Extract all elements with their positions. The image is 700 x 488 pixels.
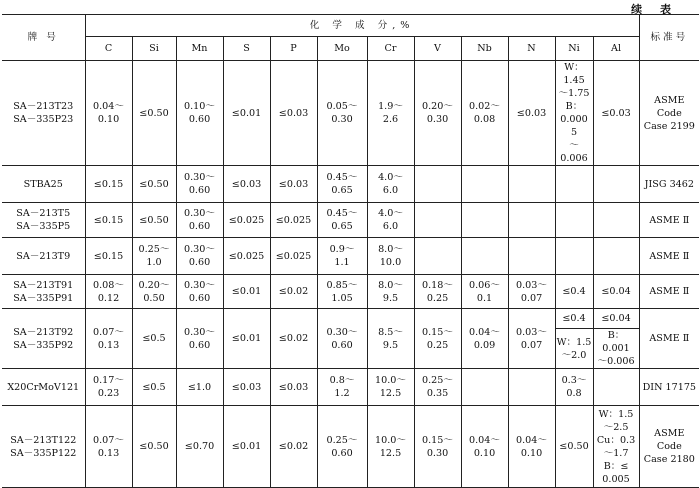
- table-row: [2, 369, 699, 406]
- standard-cell: ASME Ⅱ: [639, 238, 699, 275]
- value-cell-cr: 8.5～ 9.5: [367, 309, 414, 369]
- value-cell-p: ≤0.03: [270, 369, 317, 406]
- value-cell-cr: 8.0～ 9.5: [367, 275, 414, 309]
- value-cell-p: ≤0.02: [270, 406, 317, 488]
- standard-cell: ASME Code Case 2180: [639, 406, 699, 488]
- element-header-mo: Mo: [317, 37, 367, 61]
- table-row: [2, 203, 699, 238]
- element-header-c: C: [85, 37, 132, 61]
- value-cell-n: [508, 238, 555, 275]
- value-cell-cr: 8.0～ 10.0: [367, 238, 414, 275]
- value-cell-si: 0.25～ 1.0: [132, 238, 176, 275]
- value-cell-c: ≤0.15: [85, 203, 132, 238]
- grade-cell: SA－213T92 SA－335P92: [2, 309, 85, 369]
- value-cell-s: ≤0.025: [223, 238, 270, 275]
- value-cell-mn: ≤0.70: [176, 406, 223, 488]
- value-cell-mo: 0.9～ 1.1: [317, 238, 367, 275]
- value-cell-ni: 0.3～ 0.8: [555, 369, 593, 406]
- value-cell-cr: 1.9～ 2.6: [367, 61, 414, 166]
- composition-header: 化 学 成 分,%: [85, 15, 639, 37]
- value-cell-p: ≤0.025: [270, 203, 317, 238]
- table-row: [2, 61, 699, 166]
- value-cell-nb: [461, 203, 508, 238]
- value-cell-v: [414, 238, 461, 275]
- value-cell-mo: 0.8～ 1.2: [317, 369, 367, 406]
- grade-header: 牌 号: [2, 15, 85, 61]
- value-cell-v: 0.18～ 0.25: [414, 275, 461, 309]
- element-header-si: Si: [132, 37, 176, 61]
- value-cell-v: 0.20～ 0.30: [414, 61, 461, 166]
- element-header-ni: Ni: [555, 37, 593, 61]
- value-cell-mn: 0.30～ 0.60: [176, 203, 223, 238]
- value-cell-nb: 0.06～ 0.1: [461, 275, 508, 309]
- value-cell-cr: 4.0～ 6.0: [367, 166, 414, 203]
- value-cell-s: ≤0.01: [223, 309, 270, 369]
- value-cell-al: ≤0.03: [593, 61, 639, 166]
- value-cell-v: [414, 166, 461, 203]
- value-cell-n: 0.03～ 0.07: [508, 275, 555, 309]
- table-row: [2, 309, 699, 329]
- value-cell-n: ≤0.03: [508, 61, 555, 166]
- standard-cell: ASME Ⅱ: [639, 309, 699, 369]
- value-cell-n: 0.04～ 0.10: [508, 406, 555, 488]
- value-cell-n: 0.03～ 0.07: [508, 309, 555, 369]
- value-cell-p: ≤0.02: [270, 309, 317, 369]
- value-cell-c: 0.07～ 0.13: [85, 309, 132, 369]
- value-cell-mn: 0.30～ 0.60: [176, 275, 223, 309]
- value-cell-al: [593, 203, 639, 238]
- value-cell-mo: 0.85～ 1.05: [317, 275, 367, 309]
- value-cell-c: 0.08～ 0.12: [85, 275, 132, 309]
- value-cell-mn: ≤1.0: [176, 369, 223, 406]
- grade-cell: SA－213T122 SA－335P122: [2, 406, 85, 488]
- standard-cell: ASME Ⅱ: [639, 275, 699, 309]
- value-cell-n: [508, 369, 555, 406]
- value-cell-si: 0.20～ 0.50: [132, 275, 176, 309]
- element-header-nb: Nb: [461, 37, 508, 61]
- grade-cell: SA－213T91 SA－335P91: [2, 275, 85, 309]
- value-cell-n: [508, 166, 555, 203]
- value-cell-p: ≤0.025: [270, 238, 317, 275]
- value-cell-mo: 0.45～ 0.65: [317, 203, 367, 238]
- value-cell-cr: 10.0～ 12.5: [367, 406, 414, 488]
- grade-cell: SA－213T9: [2, 238, 85, 275]
- value-cell-nb: [461, 166, 508, 203]
- value-cell-al: [593, 166, 639, 203]
- value-cell-p: ≤0.03: [270, 61, 317, 166]
- grade-cell: STBA25: [2, 166, 85, 203]
- element-header-mn: Mn: [176, 37, 223, 61]
- value-cell-w: W：1.5 ～2.0: [555, 329, 593, 369]
- table-row: [2, 275, 699, 309]
- value-cell-mn: 0.30～ 0.60: [176, 309, 223, 369]
- standard-cell: JISG 3462: [639, 166, 699, 203]
- value-cell-mn: 0.10～ 0.60: [176, 61, 223, 166]
- value-cell-mo: 0.45～ 0.65: [317, 166, 367, 203]
- grade-cell: X20CrMoV121: [2, 369, 85, 406]
- value-cell-al: W：1.5 ～2.5 Cu：0.3 ～1.7 B：≤ 0.005: [593, 406, 639, 488]
- value-cell-al: ≤0.04: [593, 309, 639, 329]
- standard-cell: ASME Ⅱ: [639, 203, 699, 238]
- value-cell-ni: ≤0.50: [555, 406, 593, 488]
- value-cell-ni: ≤0.4: [555, 309, 593, 329]
- value-cell-si: ≤0.50: [132, 61, 176, 166]
- value-cell-cr: 4.0～ 6.0: [367, 203, 414, 238]
- value-cell-ni: [555, 238, 593, 275]
- value-cell-mo: 0.25～ 0.60: [317, 406, 367, 488]
- standard-header: 标准号: [639, 15, 699, 61]
- value-cell-si: ≤0.5: [132, 369, 176, 406]
- value-cell-si: ≤0.50: [132, 166, 176, 203]
- value-cell-mn: 0.30～ 0.60: [176, 166, 223, 203]
- value-cell-si: ≤0.5: [132, 309, 176, 369]
- value-cell-v: [414, 203, 461, 238]
- table-row: [2, 166, 699, 203]
- value-cell-p: ≤0.02: [270, 275, 317, 309]
- value-cell-nb: [461, 238, 508, 275]
- value-cell-cr: 10.0～ 12.5: [367, 369, 414, 406]
- value-cell-al: [593, 369, 639, 406]
- value-cell-nb: 0.04～ 0.10: [461, 406, 508, 488]
- value-cell-si: ≤0.50: [132, 406, 176, 488]
- value-cell-v: 0.15～ 0.30: [414, 406, 461, 488]
- element-header-v: V: [414, 37, 461, 61]
- element-header-p: P: [270, 37, 317, 61]
- value-cell-c: ≤0.15: [85, 238, 132, 275]
- table-row: [2, 238, 699, 275]
- grade-cell: SA－213T5 SA－335P5: [2, 203, 85, 238]
- value-cell-si: ≤0.50: [132, 203, 176, 238]
- element-header-s: S: [223, 37, 270, 61]
- value-cell-ni: [555, 166, 593, 203]
- value-cell-b: B：0.001 ～0.006: [593, 329, 639, 369]
- value-cell-ni: W：1.45 ～1.75 B： 0.000 5 ～0.006: [555, 61, 593, 166]
- value-cell-ni: [555, 203, 593, 238]
- composition-table: [2, 14, 699, 488]
- value-cell-s: ≤0.01: [223, 61, 270, 166]
- table-row: [2, 406, 699, 488]
- value-cell-c: ≤0.15: [85, 166, 132, 203]
- element-header-al: Al: [593, 37, 639, 61]
- value-cell-v: 0.25～ 0.35: [414, 369, 461, 406]
- value-cell-c: 0.17～ 0.23: [85, 369, 132, 406]
- value-cell-c: 0.07～ 0.13: [85, 406, 132, 488]
- value-cell-mo: 0.05～ 0.30: [317, 61, 367, 166]
- value-cell-ni: ≤0.4: [555, 275, 593, 309]
- value-cell-s: ≤0.01: [223, 275, 270, 309]
- value-cell-s: ≤0.03: [223, 369, 270, 406]
- value-cell-s: ≤0.01: [223, 406, 270, 488]
- continued-label: 续 表: [631, 3, 678, 16]
- value-cell-mo: 0.30～ 0.60: [317, 309, 367, 369]
- value-cell-al: ≤0.04: [593, 275, 639, 309]
- value-cell-nb: 0.02～ 0.08: [461, 61, 508, 166]
- standard-cell: ASME Code Case 2199: [639, 61, 699, 166]
- value-cell-mn: 0.30～ 0.60: [176, 238, 223, 275]
- value-cell-c: 0.04～ 0.10: [85, 61, 132, 166]
- value-cell-s: ≤0.025: [223, 203, 270, 238]
- value-cell-p: ≤0.03: [270, 166, 317, 203]
- element-header-cr: Cr: [367, 37, 414, 61]
- standard-cell: DIN 17175: [639, 369, 699, 406]
- element-header-n: N: [508, 37, 555, 61]
- value-cell-v: 0.15～ 0.25: [414, 309, 461, 369]
- value-cell-al: [593, 238, 639, 275]
- value-cell-nb: 0.04～ 0.09: [461, 309, 508, 369]
- grade-cell: SA－213T23 SA－335P23: [2, 61, 85, 166]
- value-cell-s: ≤0.03: [223, 166, 270, 203]
- value-cell-nb: [461, 369, 508, 406]
- value-cell-n: [508, 203, 555, 238]
